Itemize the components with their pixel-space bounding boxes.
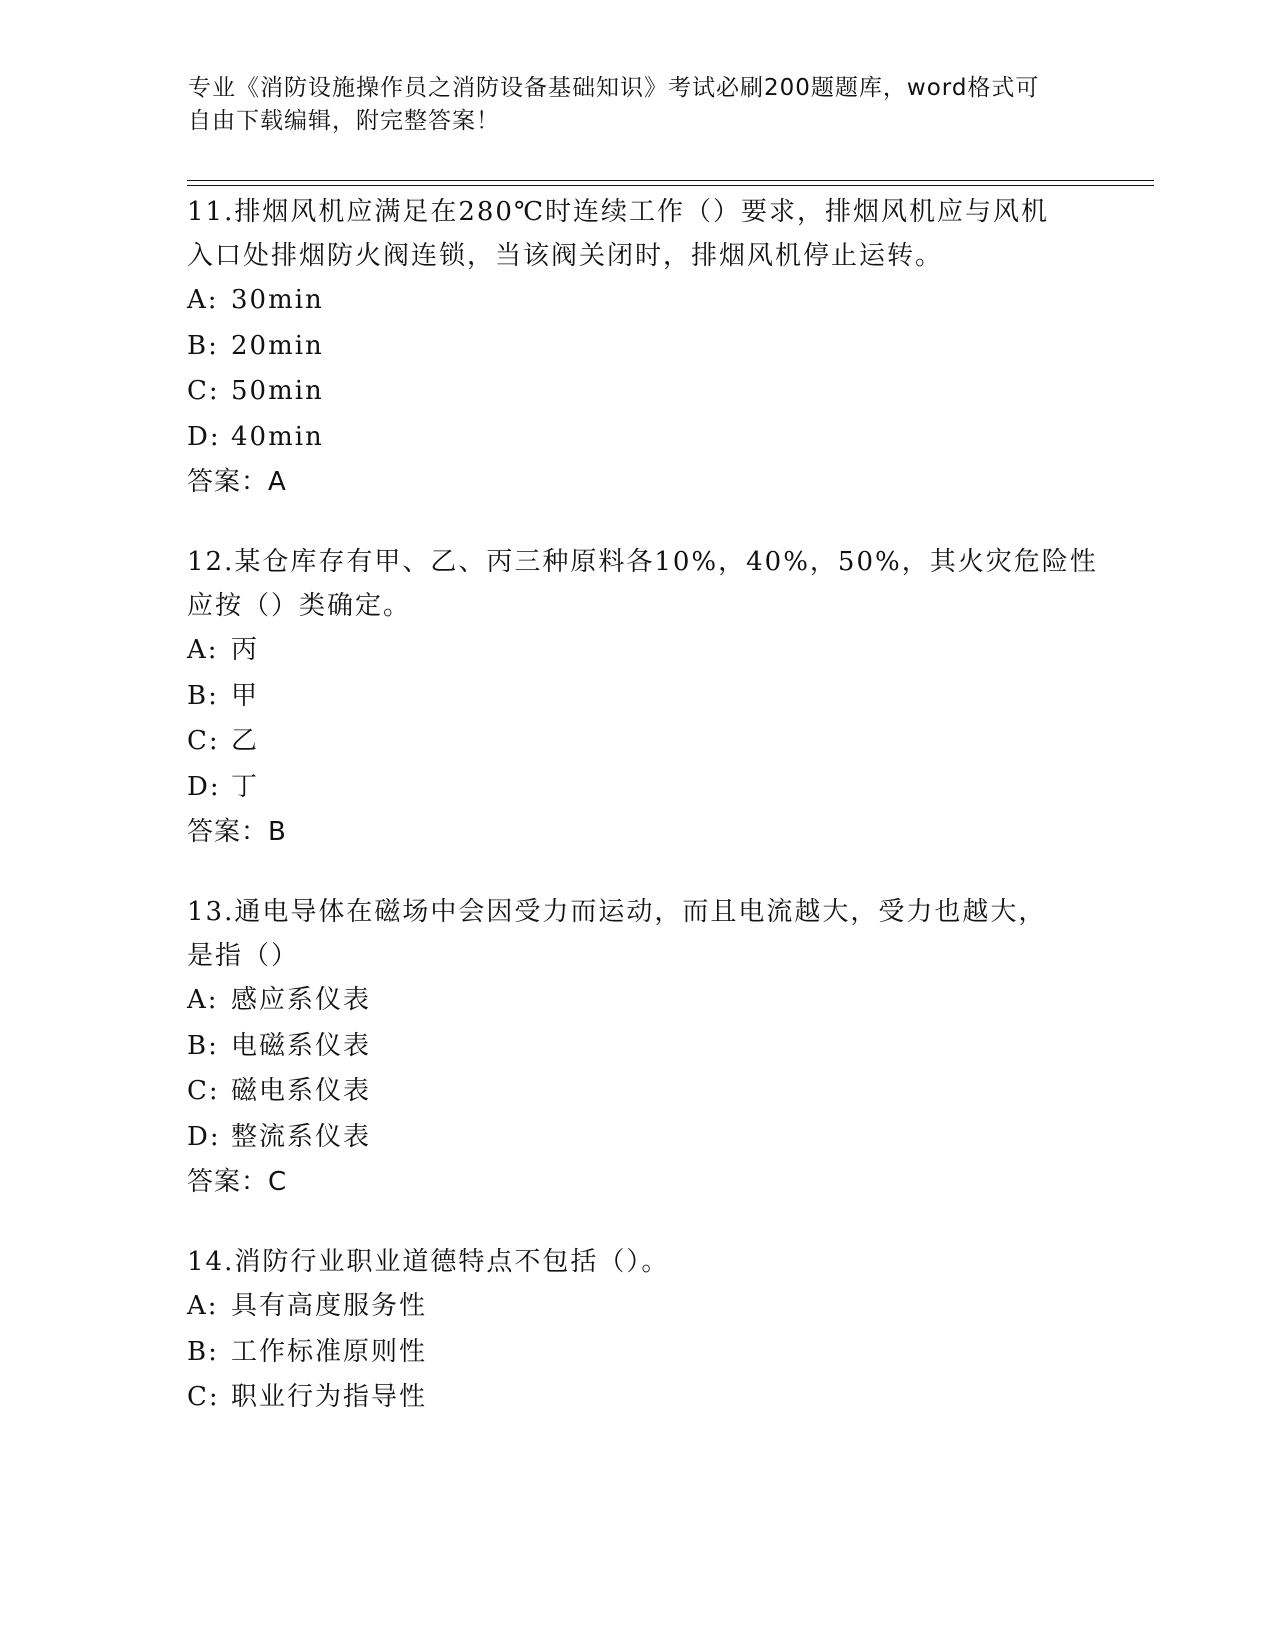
option-text: 感应系仪表 xyxy=(231,985,372,1015)
option-c xyxy=(187,719,1067,765)
header-divider-top xyxy=(187,180,1154,181)
option-letter: A: xyxy=(187,1291,219,1321)
option-c xyxy=(187,369,1067,415)
option-text: 磁电系仪表 xyxy=(231,1076,372,1106)
question-stem-line: 是指（） xyxy=(187,941,300,971)
question-list xyxy=(187,190,1098,1457)
option-letter: B: xyxy=(187,1336,219,1367)
option-letter: C: xyxy=(187,726,220,756)
option-text: 乙 xyxy=(231,726,260,756)
option-letter: B: xyxy=(187,330,219,361)
question-stem-line: 14.消防行业职业道德特点不包括（）。 xyxy=(187,1247,670,1277)
question-stem-line: 11.排烟风机应满足在280℃时连续工作（）要求，排烟风机应与风机 xyxy=(187,197,1050,227)
option-letter: A: xyxy=(187,985,219,1015)
option-text: 职业行为指导性 xyxy=(231,1382,428,1412)
option-letter: C: xyxy=(187,1076,220,1106)
option-letter: D: xyxy=(187,421,221,452)
header-line-1: 专业《消防设施操作员之消防设备基础知识》考试必刷200题题库，word格式可 xyxy=(188,75,1040,101)
header-divider-bottom xyxy=(187,185,1154,186)
option-c xyxy=(187,1069,1067,1115)
option-text: 50min xyxy=(231,376,324,406)
option-d xyxy=(187,765,1067,811)
option-text: 整流系仪表 xyxy=(231,1121,372,1152)
option-text: 40min xyxy=(231,421,324,452)
option-text: 丙 xyxy=(231,635,260,665)
option-b xyxy=(187,674,1067,720)
option-letter: A: xyxy=(187,635,219,665)
option-letter: C: xyxy=(187,376,220,406)
option-a xyxy=(187,628,1067,674)
question-13 xyxy=(187,890,1067,1204)
option-d xyxy=(187,415,1067,461)
option-letter: D: xyxy=(187,1121,221,1152)
question-stem-line: 12.某仓库存有甲、乙、丙三种原料各10%，40%，50%，其火灾危险性 xyxy=(187,547,1098,577)
document-header xyxy=(188,72,1068,138)
option-letter: A: xyxy=(187,285,219,315)
answer-line: 答案：B xyxy=(187,817,287,847)
option-letter: D: xyxy=(187,771,221,802)
header-line-2: 自由下载编辑，附完整答案！ xyxy=(188,108,500,134)
option-text: 工作标准原则性 xyxy=(231,1336,428,1367)
question-stem-line: 入口处排烟防火阀连锁，当该阀关闭时，排烟风机停止运转。 xyxy=(187,241,944,271)
question-stem-line: 13.通电导体在磁场中会因受力而运动，而且电流越大，受力也越大， xyxy=(187,897,1047,927)
question-stem-line: 应按（）类确定。 xyxy=(187,591,412,621)
option-b xyxy=(187,324,1067,370)
option-d xyxy=(187,1115,1067,1161)
answer-line: 答案：C xyxy=(187,1167,288,1197)
option-text: 丁 xyxy=(231,771,260,802)
question-14 xyxy=(187,1240,1067,1421)
option-text: 电磁系仪表 xyxy=(231,1030,372,1061)
option-text: 30min xyxy=(231,285,324,315)
option-b xyxy=(187,1024,1067,1070)
option-a xyxy=(187,278,1067,324)
option-letter: B: xyxy=(187,1030,219,1061)
question-11 xyxy=(187,190,1067,504)
option-b xyxy=(187,1330,1067,1376)
question-12 xyxy=(187,540,1098,854)
option-text: 具有高度服务性 xyxy=(231,1291,428,1321)
option-a xyxy=(187,978,1067,1024)
answer-line: 答案：A xyxy=(187,467,287,497)
option-c xyxy=(187,1375,1067,1421)
option-text: 20min xyxy=(231,330,324,361)
option-letter: B: xyxy=(187,680,219,711)
option-letter: C: xyxy=(187,1382,220,1412)
option-text: 甲 xyxy=(231,680,260,711)
option-a xyxy=(187,1284,1067,1330)
